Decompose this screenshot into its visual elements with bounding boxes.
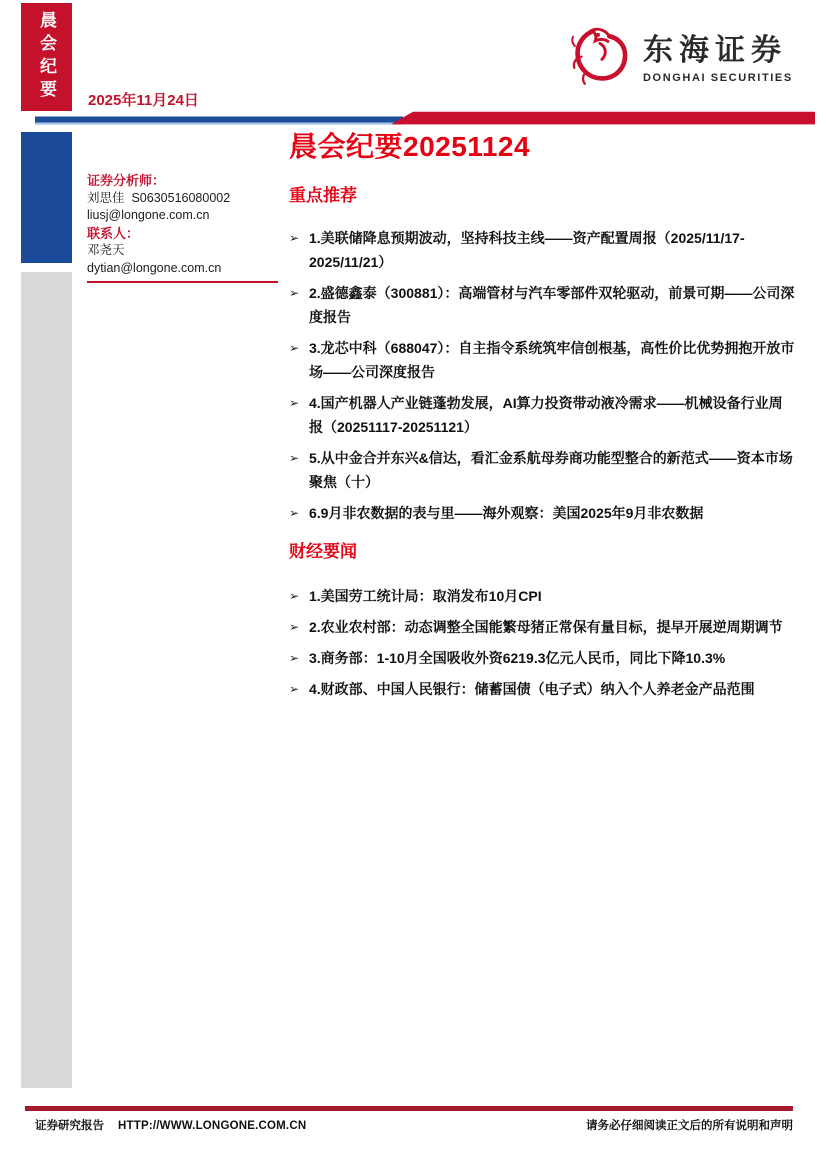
dragon-logo-icon bbox=[567, 18, 633, 90]
arrow-bullet-icon: ➢ bbox=[289, 231, 300, 245]
analyst-name: 刘思佳 bbox=[87, 190, 125, 205]
contact-label: 联系人： bbox=[87, 225, 140, 241]
news-item-3: 3.商务部：1-10月全国吸收外资6219.3亿元人民币，同比下降10.3% bbox=[309, 650, 726, 666]
analyst-divider-line bbox=[87, 281, 278, 283]
arrow-bullet-icon: ➢ bbox=[289, 651, 300, 665]
analyst-email: liusj@longone.com.cn bbox=[87, 208, 210, 222]
highlight-item-4: 4.国产机器人产业链蓬勃发展，AI算力投资带动液冷需求——机械设备行业周报（20251117-20251121） bbox=[309, 395, 783, 435]
contact-email: dytian@longone.com.cn bbox=[87, 260, 222, 275]
brand-name-cn: 东海证券 bbox=[643, 33, 787, 67]
brand-logo bbox=[567, 18, 793, 90]
vertical-banner-label: 晨会纪要 bbox=[37, 11, 56, 103]
highlight-item-6: 6.9月非农数据的表与里——海外观察：美国2025年9月非农数据 bbox=[309, 505, 704, 521]
list-item bbox=[289, 391, 795, 439]
arrow-bullet-icon: ➢ bbox=[289, 506, 300, 520]
brand-name-en: DONGHAI SECURITIES bbox=[643, 71, 793, 84]
list-item bbox=[289, 584, 795, 608]
sidebar-blue-block bbox=[21, 132, 72, 263]
arrow-bullet-icon: ➢ bbox=[289, 396, 300, 410]
list-item bbox=[289, 646, 795, 670]
news-item-2: 2.农业农村部：动态调整全国能繁母猪正常保有量目标，提早开展逆周期调节 bbox=[309, 619, 783, 635]
section-heading-news: 财经要闻 bbox=[289, 542, 357, 561]
analyst-id: S0630516080002 bbox=[131, 190, 231, 205]
footer bbox=[35, 1117, 793, 1133]
brand-text bbox=[643, 25, 793, 84]
list-item bbox=[289, 501, 795, 525]
arrow-bullet-icon: ➢ bbox=[289, 620, 300, 634]
arrow-bullet-icon: ➢ bbox=[289, 451, 300, 465]
highlight-item-2: 2.盛德鑫泰（300881）：高端管材与汽车零部件双轮驱动，前景可期——公司深度报告 bbox=[309, 285, 795, 325]
arrow-bullet-icon: ➢ bbox=[289, 286, 300, 300]
footer-disclaimer: 请务必仔细阅读正文后的所有说明和声明 bbox=[586, 1120, 793, 1132]
vertical-banner bbox=[21, 3, 72, 111]
list-item bbox=[289, 677, 795, 701]
footer-report-type: 证券研究报告 bbox=[35, 1120, 104, 1132]
sidebar-gray-block bbox=[21, 272, 72, 1088]
arrow-bullet-icon: ➢ bbox=[289, 589, 300, 603]
list-item bbox=[289, 615, 795, 639]
list-item bbox=[289, 336, 795, 384]
analyst-panel bbox=[87, 172, 287, 277]
contact-name: 邓尧天 bbox=[87, 243, 125, 257]
news-item-1: 1.美国劳工统计局：取消发布10月CPI bbox=[309, 588, 542, 604]
analyst-name-line bbox=[87, 190, 287, 208]
section-heading-highlights: 重点推荐 bbox=[289, 186, 357, 205]
footer-left bbox=[35, 1117, 306, 1133]
main-content bbox=[289, 131, 795, 708]
analyst-label: 证券分析师： bbox=[87, 173, 166, 188]
highlight-item-5: 5.从中金合并东兴&信达，看汇金系航母券商功能型整合的新范式——资本市场聚焦（十） bbox=[309, 450, 793, 490]
footer-divider-bar bbox=[25, 1106, 793, 1111]
arrow-bullet-icon: ➢ bbox=[289, 682, 300, 696]
list-item bbox=[289, 281, 795, 329]
footer-url: HTTP://WWW.LONGONE.COM.CN bbox=[118, 1120, 307, 1132]
page-title: 晨会纪要20251124 bbox=[289, 131, 531, 162]
report-date: 2025年11月24日 bbox=[88, 92, 199, 109]
highlight-item-1: 1.美联储降息预期波动，坚持科技主线——资产配置周报（2025/11/17-2025/11/21） bbox=[309, 230, 745, 270]
news-item-4: 4.财政部、中国人民银行：储蓄国债（电子式）纳入个人养老金产品范围 bbox=[309, 681, 755, 697]
list-item bbox=[289, 446, 795, 494]
arrow-bullet-icon: ➢ bbox=[289, 341, 300, 355]
highlight-item-3: 3.龙芯中科（688047）：自主指令系统筑牢信创根基，高性价比优势拥抱开放市场——公司深度报告 bbox=[309, 340, 795, 380]
header-divider-ribbon bbox=[35, 111, 815, 125]
list-item bbox=[289, 226, 795, 274]
